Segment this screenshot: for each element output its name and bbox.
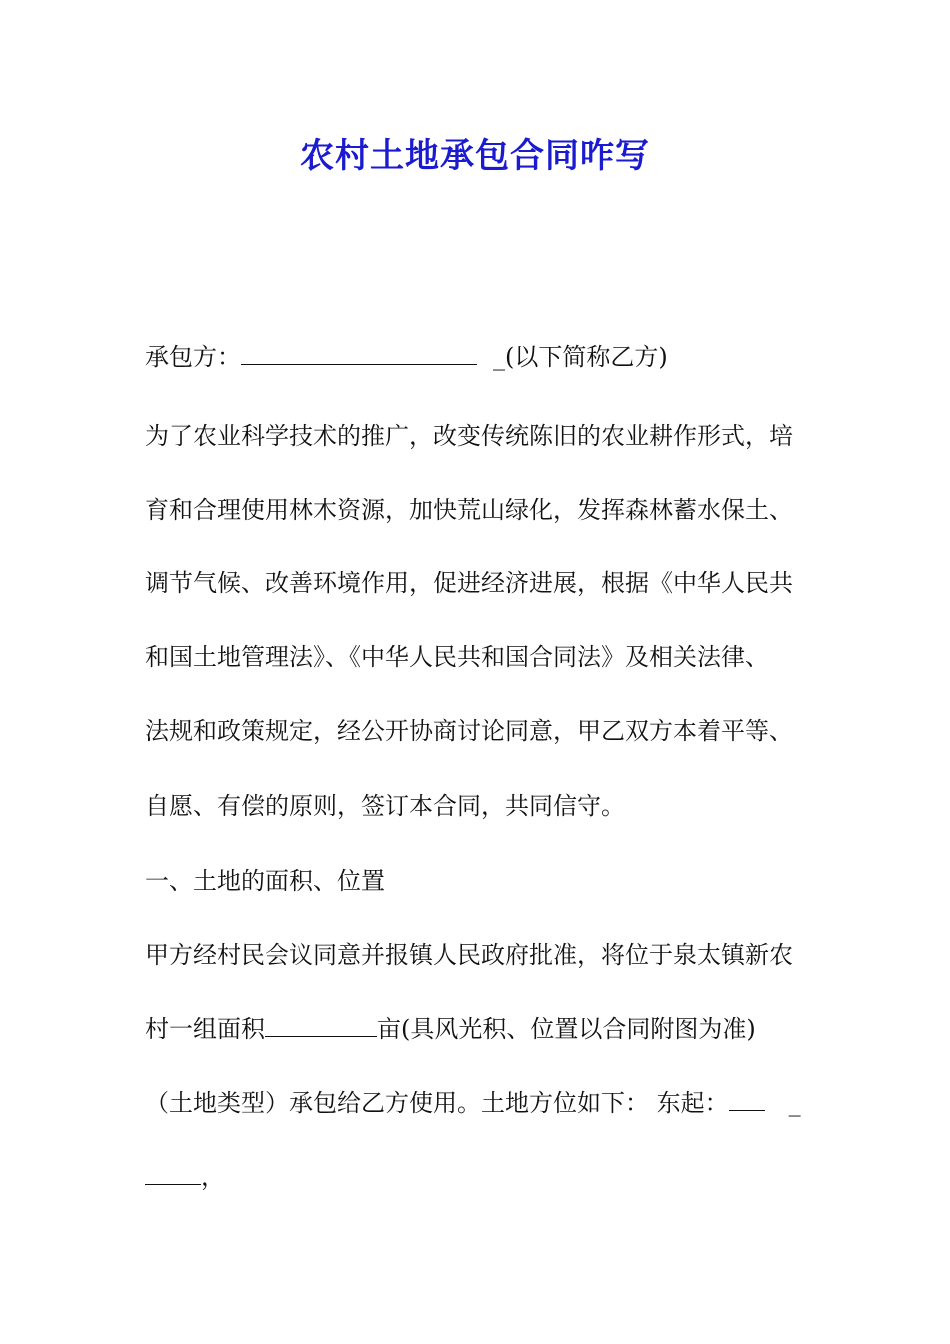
document-title: 农村土地承包合同咋写 — [300, 136, 650, 176]
paragraph-line: 调节气候、改善环境作用，促进经济进展，根据《中华人民共 — [145, 569, 793, 597]
contractor-label: 承包方： — [145, 343, 241, 371]
east-blank — [729, 1088, 765, 1111]
area-note: 亩(具风光积、位置以合同附图为准) — [377, 1015, 756, 1043]
section-heading: 一、土地的面积、位置 — [145, 867, 385, 895]
area-line — [145, 1014, 756, 1044]
boundary-line — [145, 1088, 801, 1118]
paragraph-line: 自愿、有偿的原则，签订本合同，共同信守。 — [145, 792, 625, 820]
paragraph-line: 和国土地管理法》、《中华人民共和国合同法》及相关法律、 — [145, 643, 769, 671]
boundary-text: （土地类型）承包给乙方使用。土地方位如下： 东起： — [145, 1089, 729, 1117]
area-label: 村一组面积 — [145, 1015, 265, 1043]
area-blank — [265, 1014, 377, 1037]
paragraph-line: 育和合理使用林木资源，加快荒山绿化，发挥森林蓄水保土、 — [145, 496, 793, 524]
east-blank-tail: _ — [788, 1089, 801, 1117]
east-blank-continued — [145, 1162, 201, 1185]
paragraph-line: 法规和政策规定，经公开协商讨论同意，甲乙双方本着平等、 — [145, 717, 793, 745]
contractor-blank — [241, 342, 477, 365]
trailing-comma: ， — [201, 1163, 225, 1191]
contractor-note: _(以下简称乙方) — [493, 343, 668, 371]
contractor-line — [145, 342, 668, 372]
paragraph-line: 为了农业科学技术的推广，改变传统陈旧的农业耕作形式，培 — [145, 422, 793, 450]
boundary-continuation — [145, 1162, 225, 1192]
paragraph-line: 甲方经村民会议同意并报镇人民政府批准，将位于泉太镇新农 — [145, 941, 793, 969]
